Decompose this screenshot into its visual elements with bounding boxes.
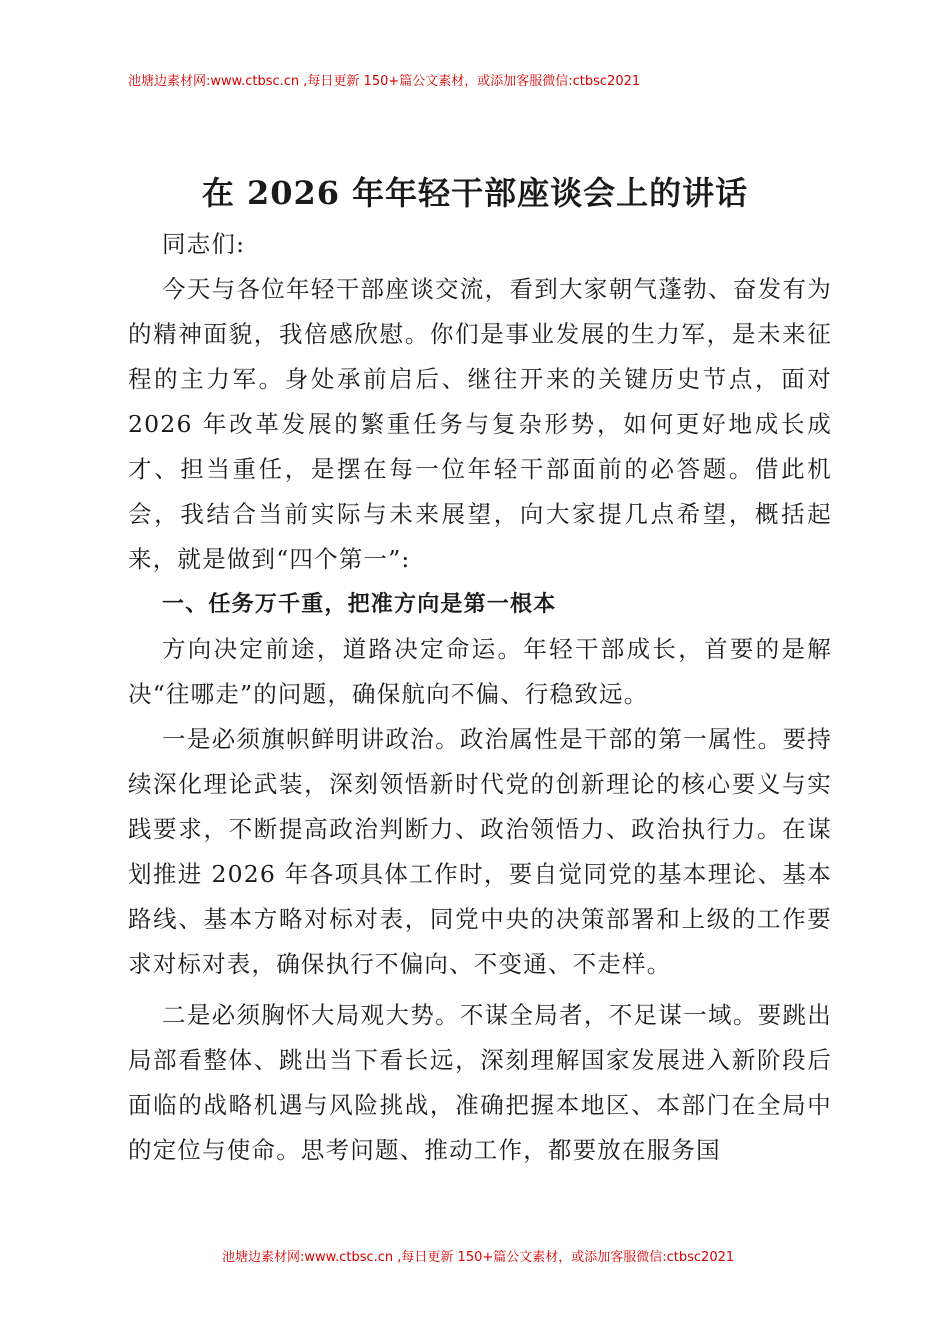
salutation: 同志们:: [162, 230, 246, 258]
document-title: 在 2026 年年轻干部座谈会上的讲话: [201, 174, 749, 212]
header-watermark: 池塘边素材网:www.ctbsc.cn ,每日更新 150+篇公文素材，或添加客服微信:ctbsc2021: [128, 74, 641, 89]
footer-watermark: 池塘边素材网:www.ctbsc.cn ,每日更新 150+篇公文素材，或添加客服微信:ctbsc2021: [222, 1250, 735, 1265]
point-paragraph-1: 一是必须旗帜鲜明讲政治。政治属性是干部的第一属性。要持续深化理论武装，深刻领悟新时代党的创新理论的核心要义与实践要求，不断提高政治判断力、政治领悟力、政治执行力。在谋划推进 2026 年各项具体工作时，要自觉同党的基本理论、基本路线、基本方略对标对表，同党中央的决策部署和上级的工作要求对标对表，确保执行不偏向、不变通、不走样。: [128, 725, 832, 978]
document-body: [128, 222, 832, 1173]
section-intro-paragraph: 方向决定前途，道路决定命运。年轻干部成长，首要的是解决“往哪走”的问题，确保航向不偏、行稳致远。: [128, 635, 832, 708]
point-paragraph-2: 二是必须胸怀大局观大势。不谋全局者，不足谋一域。要跳出局部看整体、跳出当下看长远，深刻理解国家发展进入新阶段后面临的战略机遇与风险挑战，准确把握本地区、本部门在全局中的定位与使命。思考问题、推动工作，都要放在服务国: [128, 1001, 832, 1164]
section-heading: 一、任务万千重，把准方向是第一根本: [162, 592, 557, 617]
intro-paragraph: 今天与各位年轻干部座谈交流，看到大家朝气蓬勃、奋发有为的精神面貌，我倍感欣慰。你们是事业发展的生力军，是未来征程的主力军。身处承前启后、继往开来的关键历史节点，面对 2026 年改革发展的繁重任务与复杂形势，如何更好地成长成才、担当重任，是摆在每一位年轻干部面前的必答题。借此机会，我结合当前实际与未来展望，向大家提几点希望，概括起来，就是做到“四个第一”:: [128, 275, 832, 573]
